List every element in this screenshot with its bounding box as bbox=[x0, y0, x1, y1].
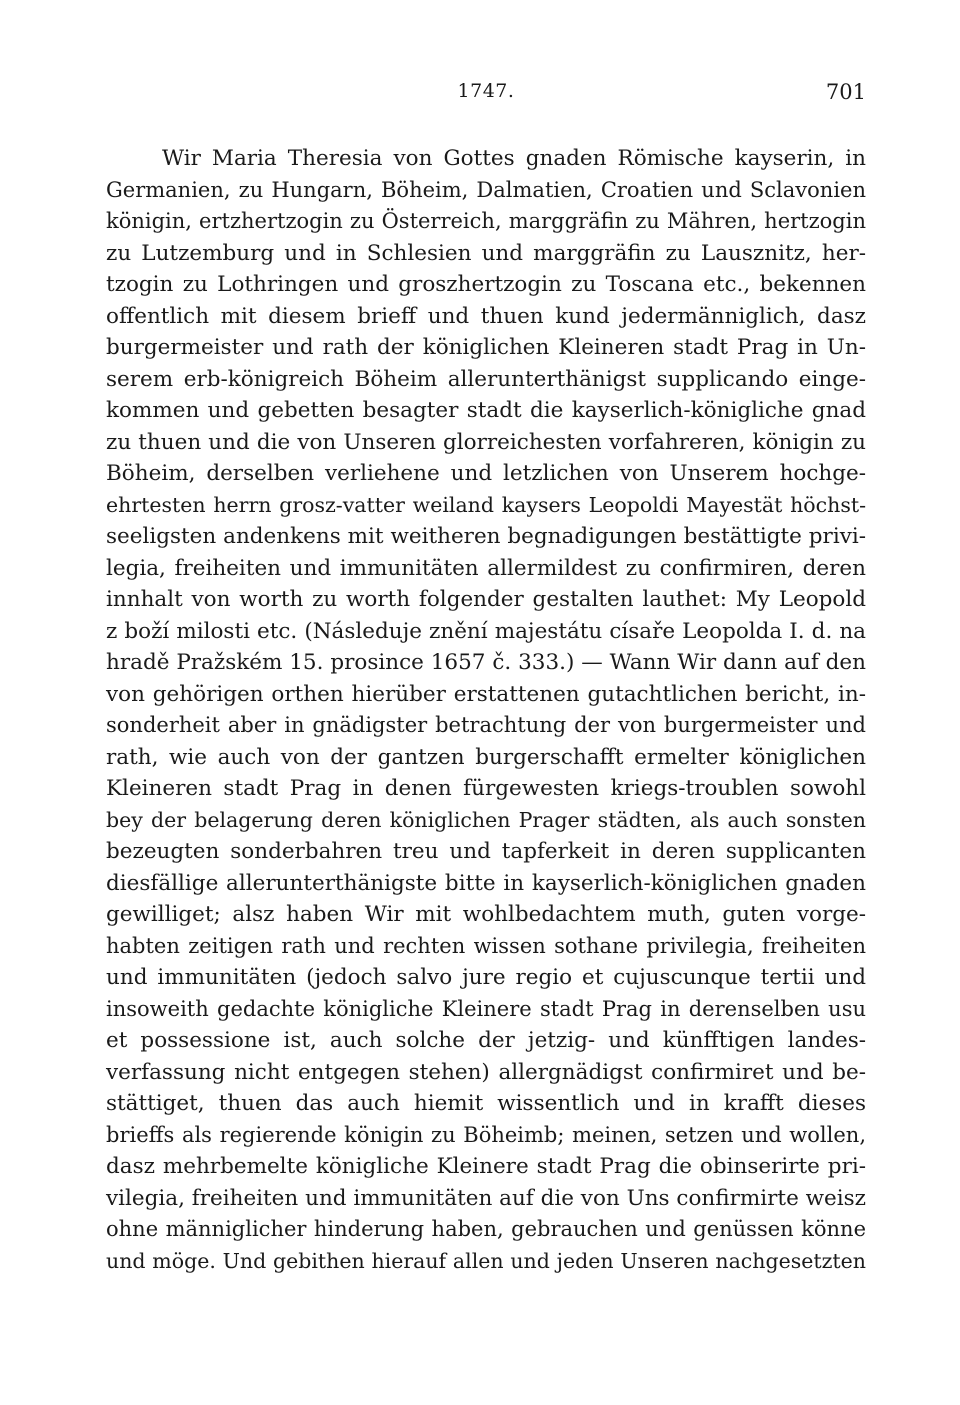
text-line: legia, freiheiten und immunitäten allermildest zu confirmiren, deren bbox=[106, 555, 866, 581]
text-line: und möge. Und gebithen hierauf allen und jeden Unseren nachgesetzten bbox=[106, 1248, 866, 1273]
text-line: diesfällige allerunterthänigste bitte in kayserlich-königlichen gnaden bbox=[106, 870, 866, 896]
text-line: verfassung nicht entgegen stehen) allergnädigst confirmiret und be- bbox=[106, 1059, 866, 1085]
body-paragraph bbox=[106, 143, 866, 1277]
text-line: offentlich mit diesem brieff und thuen kund jedermänniglich, dasz bbox=[106, 303, 866, 329]
text-line: hradě Pražském 15. prosince 1657 č. 333.) — Wann Wir dann auf den bbox=[106, 650, 866, 675]
text-line: ohne männiglicher hinderung haben, gebrauchen und genüssen könne bbox=[106, 1217, 866, 1241]
text-line: seeligsten andenkens mit weitheren begnadigungen bestättigte privi- bbox=[106, 524, 866, 549]
text-line: ehrtesten herrn grosz-vatter weiland kaysers Leopoldi Mayestät höchst- bbox=[106, 492, 866, 517]
text-line: dasz mehrbemelte königliche Kleinere stadt Prag die obinserirte pri- bbox=[106, 1154, 866, 1179]
text-line: z boží milosti etc. (Následuje znění majestátu císaře Leopolda I. d. na bbox=[106, 618, 866, 644]
text-line: brieffs als regierende königin zu Böheimb; meinen, setzen und wollen, bbox=[106, 1122, 866, 1147]
text-line: gewilliget; alsz haben Wir mit wohlbedachtem muth, guten vorge- bbox=[106, 902, 866, 927]
text-line: königin, ertzhertzogin zu Österreich, marggräfin zu Mähren, hertzogin bbox=[106, 209, 866, 233]
text-line: innhalt von worth zu worth folgender gestalten lauthet: My Leopold bbox=[106, 587, 866, 612]
text-line: kommen und gebetten besagter stadt die kayserlich-königliche gnad bbox=[106, 398, 866, 423]
text-line: bezeugten sonderbahren treu und tapferkeit in deren supplicanten bbox=[106, 839, 866, 864]
text-line: insoweith gedachte königliche Kleinere stadt Prag in derenselben usu bbox=[106, 996, 866, 1021]
text-line: tzogin zu Lothringen und groszhertzogin zu Toscana etc., bekennen bbox=[106, 272, 866, 297]
text-line: und immunitäten (jedoch salvo jure regio et cujuscunque tertii und bbox=[106, 965, 866, 990]
text-line: zu thuen und die von Unseren glorreichesten vorfahreren, königin zu bbox=[106, 429, 866, 455]
text-line: sonderheit aber in gnädigster betrachtung der von burgermeister und bbox=[106, 713, 866, 737]
text-line: burgermeister und rath der königlichen Kleineren stadt Prag in Un- bbox=[106, 335, 866, 360]
text-line: serem erb-königreich Böheim allerunterthänigst supplicando einge- bbox=[106, 366, 866, 392]
text-line: Wir Maria Theresia von Gottes gnaden Römische kayserin, in bbox=[162, 146, 866, 171]
text-line: zu Lutzemburg und in Schlesien und marggräfin zu Lausznitz, her- bbox=[106, 240, 866, 266]
text-line: habten zeitigen rath und rechten wissen sothane privilegia, freiheiten bbox=[106, 933, 866, 958]
page-year: 1747. bbox=[457, 80, 515, 102]
page-number: 701 bbox=[825, 80, 866, 104]
text-line: von gehörigen orthen hierüber erstattenen gutachtlichen bericht, in- bbox=[106, 681, 866, 707]
text-line: Germanien, zu Hungarn, Böheim, Dalmatien, Croatien und Sclavonien bbox=[106, 177, 866, 202]
text-line: vilegia, freiheiten und immunitäten auf die von Uns confirmirte weisz bbox=[106, 1185, 866, 1211]
text-line: et possessione ist, auch solche der jetzig- und künfftigen landes- bbox=[106, 1028, 866, 1053]
text-line: Kleineren stadt Prag in denen fürgewesten kriegs-troublen sowohl bbox=[106, 776, 866, 801]
text-line: Böheim, derselben verliehene und letzlichen von Unserem hochge- bbox=[106, 461, 866, 486]
running-head bbox=[106, 80, 866, 110]
text-line: rath, wie auch von der gantzen burgerschafft ermelter königlichen bbox=[106, 744, 866, 770]
text-line: bey der belagerung deren königlichen Prager städten, als auch sonsten bbox=[106, 807, 866, 832]
text-line: stättiget, thuen das auch hiemit wissentlich und in krafft dieses bbox=[106, 1091, 866, 1116]
